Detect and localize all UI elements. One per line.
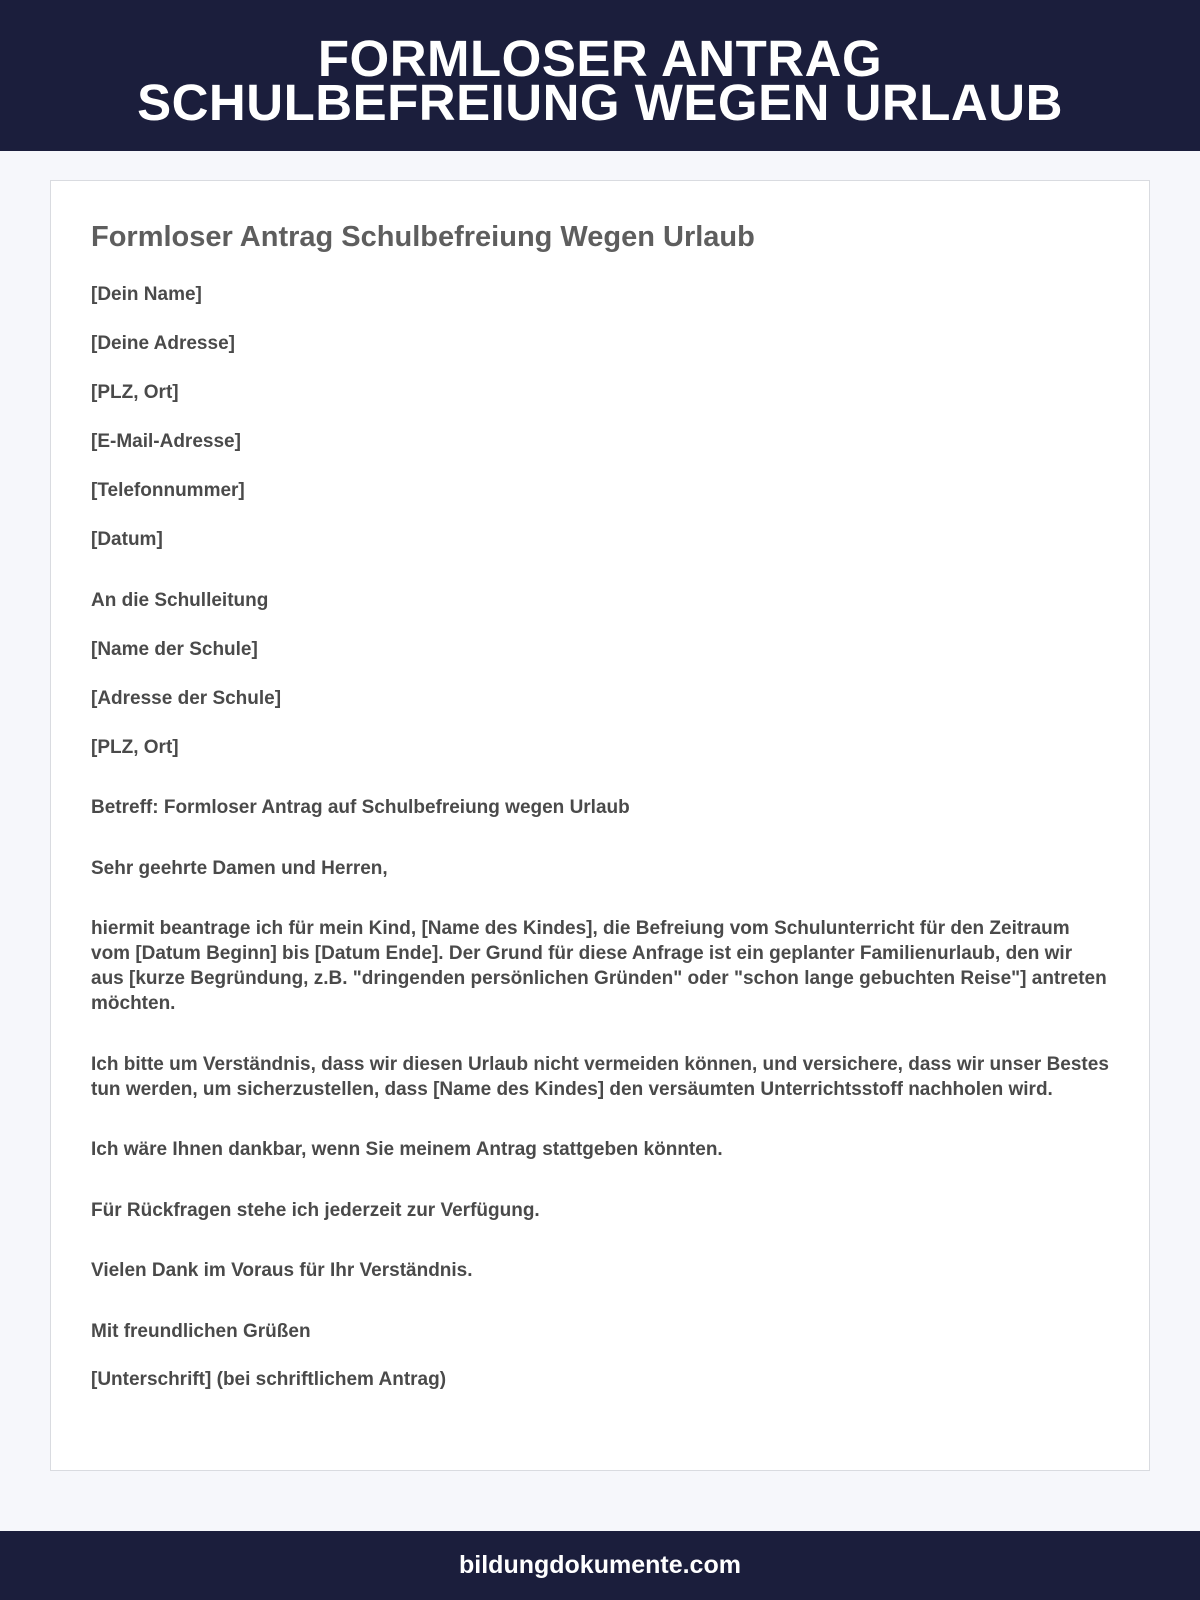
body-paragraph: Ich wäre Ihnen dankbar, wenn Sie meinem Antrag stattgeben könnten. <box>91 1139 723 1160</box>
document-card <box>50 180 1150 1471</box>
sender-block <box>91 282 1109 552</box>
document-title: Formloser Antrag Schulbefreiung Wegen Urlaub <box>91 221 755 253</box>
body-paragraph: Für Rückfragen stehe ich jederzeit zur Verfügung. <box>91 1200 540 1221</box>
sender-date: [Datum] <box>91 529 163 550</box>
recipient-zip-city: [PLZ, Ort] <box>91 737 179 758</box>
closing: Mit freundlichen Grüßen <box>91 1321 311 1342</box>
header-title-line-2: SCHULBEFREIUNG WEGEN URLAUB <box>137 74 1063 131</box>
recipient-line: An die Schulleitung <box>91 590 269 611</box>
sender-address: [Deine Adresse] <box>91 333 235 354</box>
subject-line: Betreff: Formloser Antrag auf Schulbefreiung wegen Urlaub <box>91 797 630 818</box>
body-paragraph: Vielen Dank im Voraus für Ihr Verständnis. <box>91 1260 473 1281</box>
recipient-school-name: [Name der Schule] <box>91 639 258 660</box>
signature-line: [Unterschrift] (bei schriftlichem Antrag) <box>91 1369 447 1390</box>
sender-name: [Dein Name] <box>91 284 202 305</box>
page-header <box>0 0 1200 151</box>
body-paragraph: hiermit beantrage ich für mein Kind, [Name des Kindes], die Befreiung vom Schulunterricht für den Zeitraum vom [Datum Beginn] bis [Datum Ende]. Der Grund für diese Anfrage ist ein geplanter Familienurlaub, den wir aus [kurze Begründung, z.B. "dringenden persönlichen Gründen" oder "schon lange gebuchten Reise"] antreten möchten. <box>91 918 1107 1014</box>
sender-zip-city: [PLZ, Ort] <box>91 382 179 403</box>
header-title-line-1: FORMLOSER ANTRAG <box>317 30 883 87</box>
sender-phone: [Telefonnummer] <box>91 480 245 501</box>
page-footer <box>0 1531 1200 1600</box>
footer-site-name: bildungdokumente.com <box>459 1551 741 1579</box>
recipient-block <box>91 588 1109 760</box>
recipient-school-address: [Adresse der Schule] <box>91 688 282 709</box>
salutation: Sehr geehrte Damen und Herren, <box>91 858 388 879</box>
sender-email: [E-Mail-Adresse] <box>91 431 241 452</box>
body-paragraph: Ich bitte um Verständnis, dass wir diesen Urlaub nicht vermeiden können, und versichere, dass wir unser Bestes tun werden, um sicherzustellen, dass [Name des Kindes] den versäumten Unterrichtsstoff nachholen wird. <box>91 1054 1109 1100</box>
